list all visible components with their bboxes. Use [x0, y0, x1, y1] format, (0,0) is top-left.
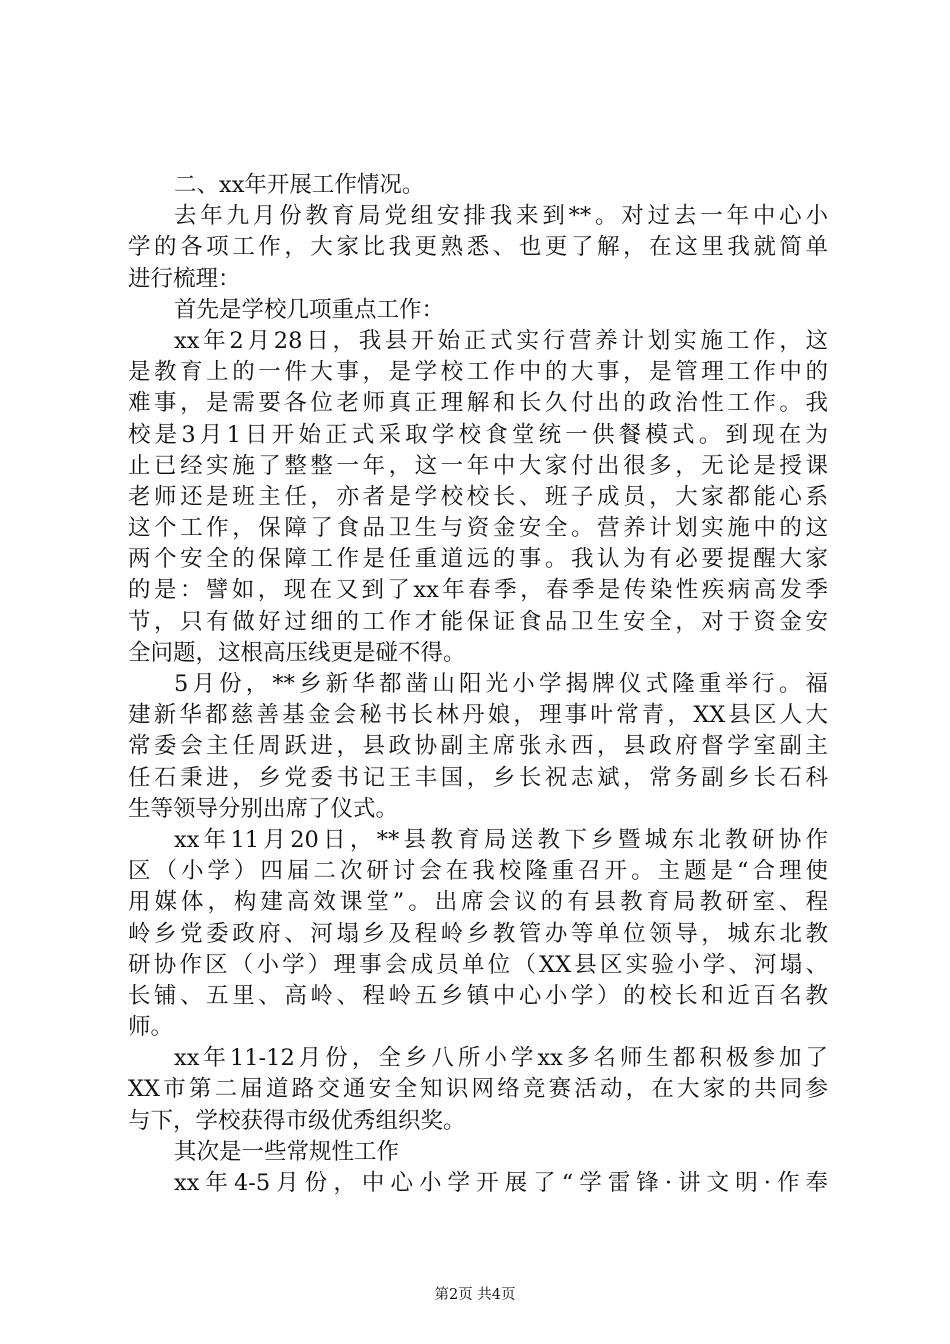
- text-line: 节，只有做好过细的工作才能保证食品卫生安全，对于资金安: [128, 608, 828, 635]
- text-line: 建新华都慈善基金会秘书长林丹娘，理事叶常青，XX县区人大: [128, 702, 828, 729]
- text-line: 学的各项工作，大家比我更熟悉、也更了解，在这里我就简单: [128, 234, 828, 261]
- text-line: 难事，是需要各位老师真正理解和长久付出的政治性工作。我: [128, 390, 828, 417]
- text-line: 长铺、五里、高岭、程岭五乡镇中心小学）的校长和近百名教: [128, 982, 828, 1009]
- text-line: 区（小学）四届二次研讨会在我校隆重召开。主题是“合理使: [128, 858, 828, 885]
- text-line: 岭乡党委政府、河塌乡及程岭乡教管办等单位领导，城东北教: [128, 920, 828, 947]
- text-line: 用媒体，构建高效课堂”。出席会议的有县教育局教研室、程: [128, 889, 828, 916]
- text-line: 校是3月1日开始正式采取学校食堂统一供餐模式。到现在为: [128, 421, 828, 448]
- text-line: 两个安全的保障工作是任重道远的事。我认为有必要提醒大家: [128, 546, 828, 573]
- text-line: 首先是学校几项重点工作：: [174, 296, 445, 323]
- text-line: 是教育上的一件大事，是学校工作中的大事，是管理工作中的: [128, 359, 828, 386]
- text-line: 进行梳理：: [128, 265, 241, 292]
- text-line: 的是：譬如，现在又到了xx年春季，春季是传染性疾病高发季: [128, 577, 828, 604]
- text-line: 这个工作，保障了食品卫生与资金安全。营养计划实施中的这: [128, 515, 828, 542]
- text-line: 全问题，这根高压线更是碰不得。: [128, 639, 466, 666]
- text-line: 二、xx年开展工作情况。: [174, 172, 425, 198]
- text-line: 老师还是班主任，亦者是学校校长、班子成员，大家都能心系: [128, 483, 828, 510]
- text-line: 5月份，**乡新华都凿山阳光小学揭牌仪式隆重举行。福: [174, 671, 828, 697]
- text-line: 任石秉进，乡党委书记王丰国，乡长祝志斌，常务副乡长石科: [128, 764, 828, 791]
- document-body: [128, 170, 828, 1199]
- text-line: XX市第二届道路交通安全知识网络竞赛活动，在大家的共同参: [128, 1076, 828, 1103]
- text-line: xx年11-12月份，全乡八所小学xx多名师生都积极参加了: [174, 1045, 828, 1072]
- text-line: 生等领导分别出席了仪式。: [128, 795, 399, 822]
- text-line: 止已经实施了整整一年，这一年中大家付出很多，无论是授课: [128, 452, 828, 479]
- text-line: 研协作区（小学）理事会成员单位（XX县区实验小学、河塌、: [128, 951, 828, 978]
- text-line: 去年九月份教育局党组安排我来到**。对过去一年中心小: [174, 203, 828, 230]
- text-line: xx年4-5月份，中心小学开展了“学雷锋·讲文明·作奉: [174, 1170, 828, 1196]
- page-footer: 第2页 共4页: [434, 1287, 516, 1303]
- text-line: 与下，学校获得市级优秀组织奖。: [128, 1107, 466, 1134]
- text-line: xx年11月20日，**县教育局送教下乡暨城东北教研协作: [174, 826, 828, 853]
- text-line: 其次是一些常规性工作: [174, 1138, 400, 1165]
- text-line: 师。: [128, 1014, 174, 1041]
- text-line: 常委会主任周跃进，县政协副主席张永西，县政府督学室副主: [128, 733, 828, 760]
- text-line: xx年2月28日，我县开始正式实行营养计划实施工作，这: [174, 327, 828, 354]
